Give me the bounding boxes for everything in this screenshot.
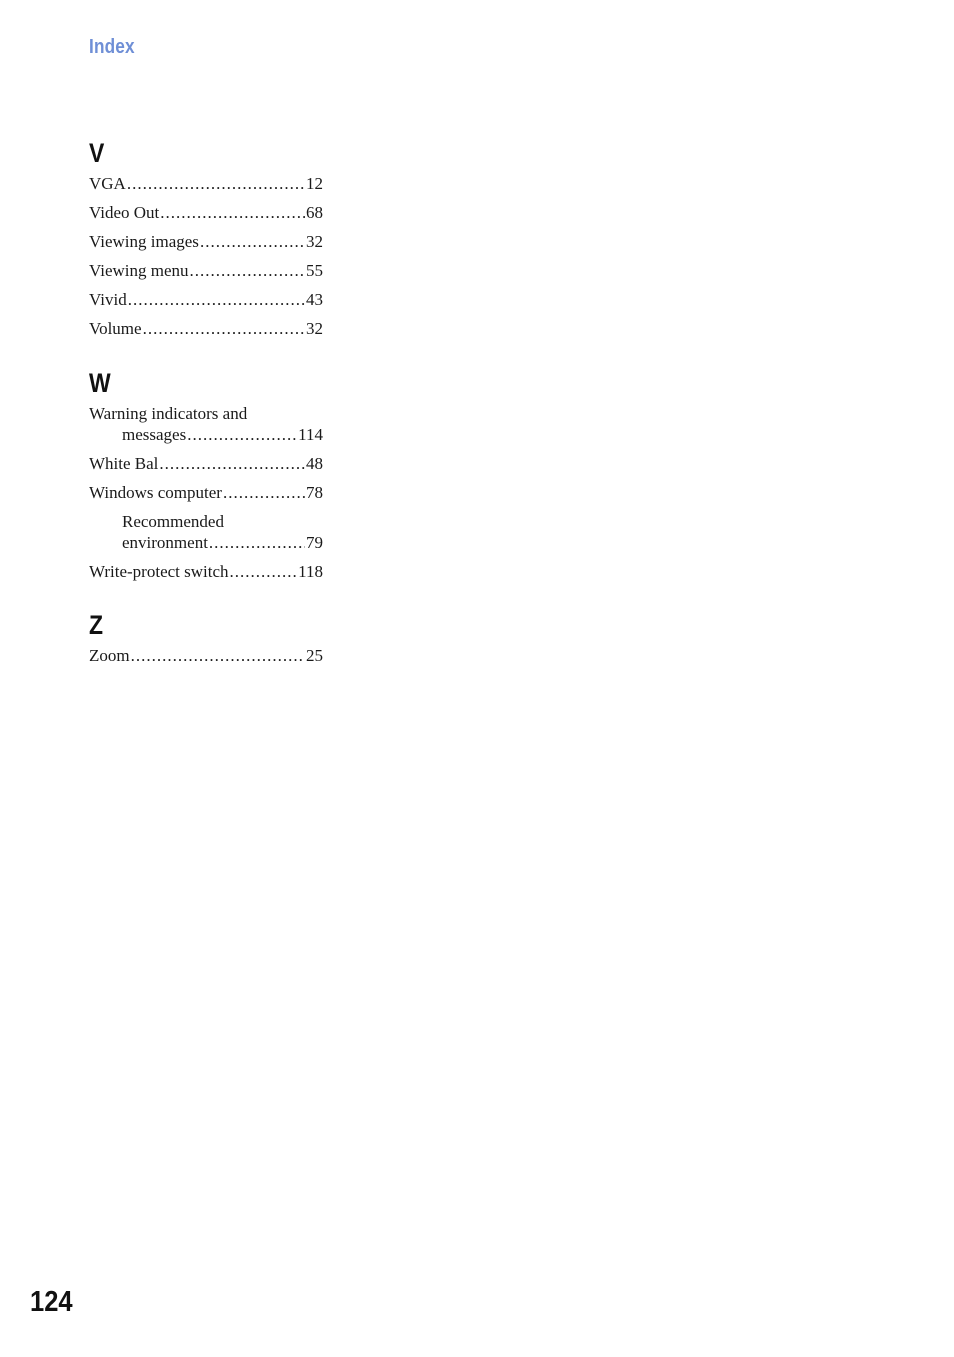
entry-term-first-line: Recommended: [122, 512, 224, 531]
entry-page: 79: [306, 533, 323, 552]
index-entry[interactable]: [89, 453, 323, 474]
index-section-z: [89, 607, 323, 666]
dot-leader: [223, 482, 305, 503]
entry-list: [89, 403, 323, 582]
entry-page: 32: [306, 319, 323, 338]
entry-list: [89, 645, 323, 666]
dot-leader: [187, 424, 297, 445]
section-letter: V: [89, 138, 105, 168]
entry-page: 68: [306, 203, 323, 222]
dot-leader: [200, 231, 305, 252]
entry-term: Viewing images: [89, 232, 199, 251]
page-header-title: Index: [89, 36, 135, 58]
dot-leader: [209, 532, 305, 553]
entry-page: 55: [306, 261, 323, 280]
entry-page: 43: [306, 290, 323, 309]
index-section-w: [89, 365, 323, 607]
index-entry[interactable]: [89, 561, 323, 582]
entry-page: 25: [306, 646, 323, 665]
entry-term: VGA: [89, 174, 126, 193]
entry-page: 48: [306, 454, 323, 473]
dot-leader: [128, 289, 305, 310]
index-entry[interactable]: [89, 403, 323, 445]
entry-term: Vivid: [89, 290, 127, 309]
entry-term: Write-protect switch: [89, 562, 229, 581]
section-letter: Z: [89, 610, 104, 640]
index-subentry[interactable]: [89, 511, 323, 553]
dot-leader: [190, 260, 305, 281]
index-entry[interactable]: [89, 289, 323, 310]
entry-page: 114: [298, 425, 323, 444]
entry-term: messages: [122, 425, 187, 444]
entry-term: environment: [122, 533, 208, 552]
entry-term: Zoom: [89, 646, 130, 665]
index-entry[interactable]: [89, 482, 323, 503]
page-number: 124: [30, 1286, 73, 1318]
dot-leader: [143, 318, 305, 339]
index-entry[interactable]: [89, 231, 323, 252]
index-entry[interactable]: [89, 173, 323, 194]
entry-term: Windows computer: [89, 483, 222, 502]
index-entry[interactable]: [89, 318, 323, 339]
entry-page: 118: [298, 562, 323, 581]
index-section-v: [89, 135, 323, 365]
dot-leader: [160, 202, 305, 223]
dot-leader: [159, 453, 305, 474]
index-column: [89, 135, 323, 674]
entry-list: [89, 173, 323, 339]
dot-leader: [127, 173, 305, 194]
entry-term: Viewing menu: [89, 261, 189, 280]
index-entry[interactable]: [89, 260, 323, 281]
entry-term: White Bal: [89, 454, 159, 473]
entry-term: Video Out: [89, 203, 160, 222]
entry-page: 12: [306, 174, 323, 193]
entry-page: 32: [306, 232, 323, 251]
section-letter: W: [89, 368, 111, 398]
dot-leader: [230, 561, 298, 582]
entry-page: 78: [306, 483, 323, 502]
index-entry[interactable]: [89, 202, 323, 223]
dot-leader: [131, 645, 305, 666]
index-entry[interactable]: [89, 645, 323, 666]
entry-term-first-line: Warning indicators and: [89, 404, 248, 423]
entry-term: Volume: [89, 319, 142, 338]
